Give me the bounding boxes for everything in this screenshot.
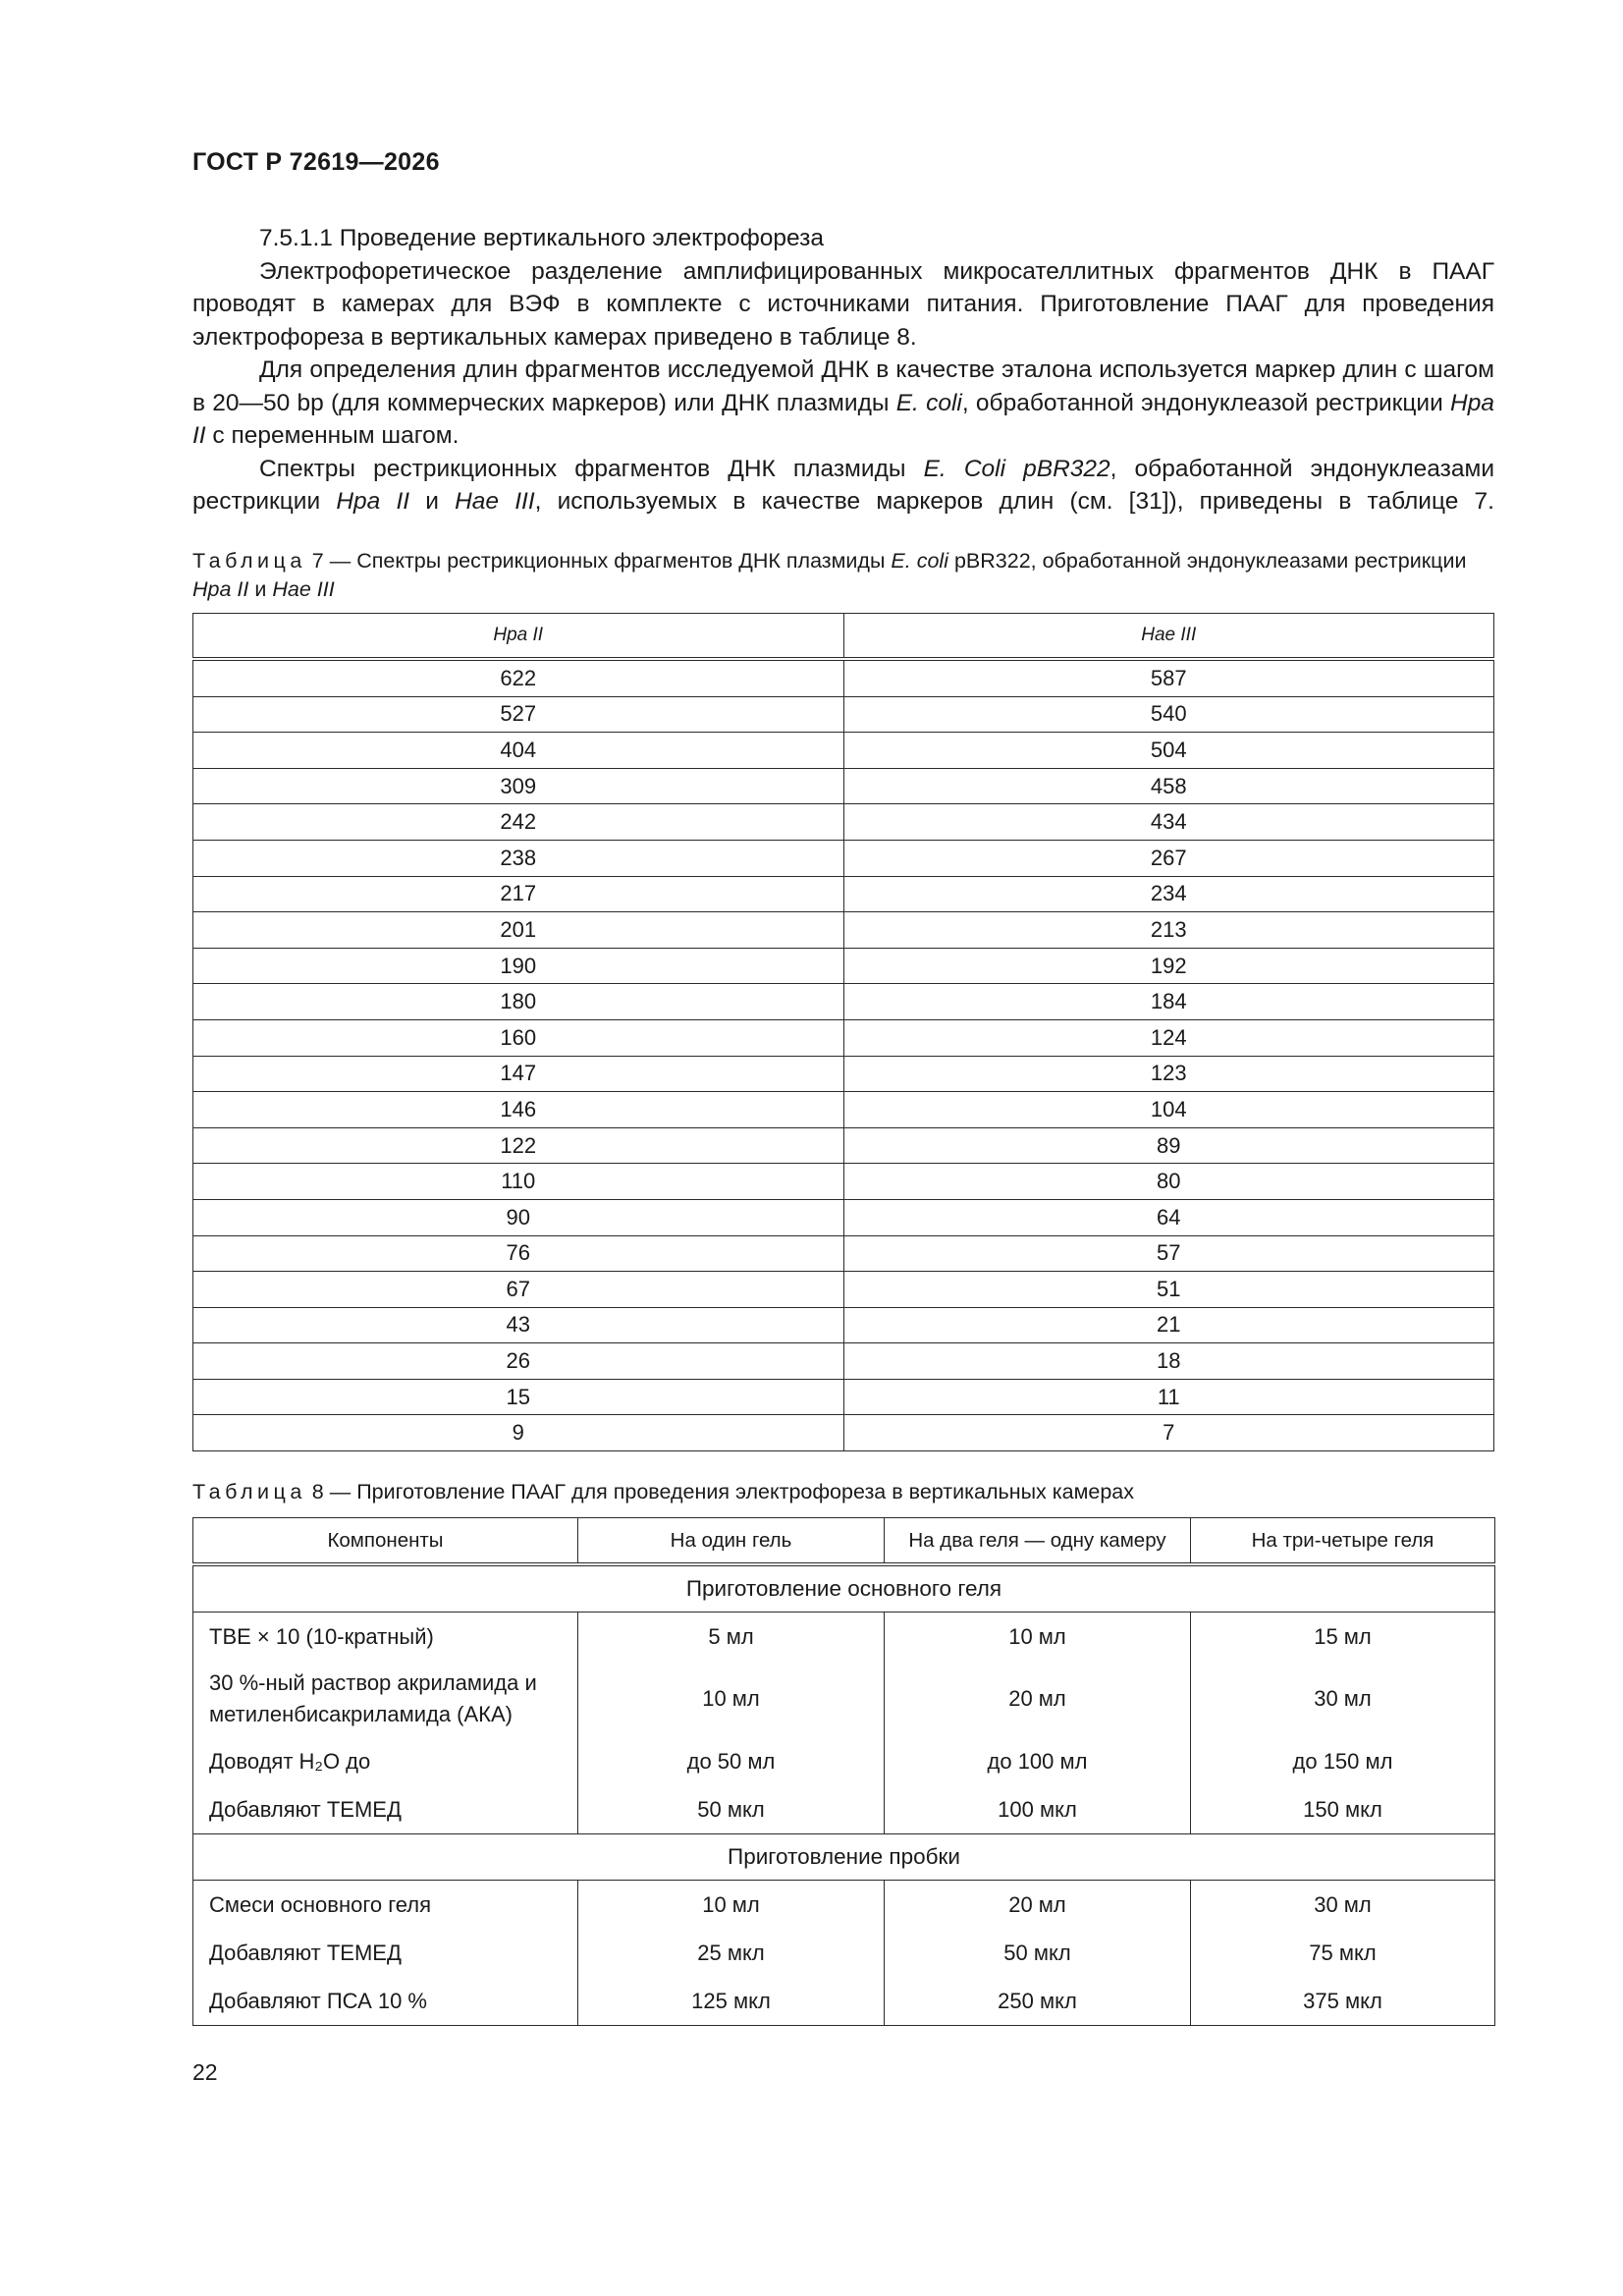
hae-fragment-cell: 234 [843,876,1494,912]
table7-header-hpa: Hpa II [193,614,844,660]
component-name-cell: Доводят H₂O до [193,1737,578,1785]
hae-fragment-cell: 504 [843,733,1494,769]
hae-fragment-cell: 540 [843,696,1494,733]
table-row [193,696,1494,733]
table-row [193,1199,1494,1235]
table-row [193,912,1494,949]
hpa-fragment-cell: 160 [193,1019,844,1056]
section-plug [193,1834,1495,1881]
hae-fragment-cell: 123 [843,1056,1494,1092]
table8-header-two-gels: На два геля — одну камеру [885,1518,1191,1565]
table8-header-row [193,1518,1495,1565]
table7-header-row [193,614,1494,660]
hpa-fragment-cell: 122 [193,1127,844,1164]
hae-fragment-cell: 192 [843,948,1494,984]
table-row [193,1307,1494,1343]
amount-cell: 375 мкл [1191,1977,1495,2026]
section-body [192,222,1494,519]
hpa-fragment-cell: 404 [193,733,844,769]
table-row [193,876,1494,912]
hae-fragment-cell: 124 [843,1019,1494,1056]
table8-caption: Таблица 8 — Приготовление ПААГ для проведения электрофореза в вертикальных камерах [192,1480,1134,1503]
amount-cell: 50 мкл [885,1929,1191,1977]
table-row [193,1415,1494,1451]
table8-header-three-four-gels: На три-четыре геля [1191,1518,1495,1565]
component-name-cell: TBE × 10 (10-кратный) [193,1613,578,1662]
hpa-fragment-cell: 217 [193,876,844,912]
amount-cell: 15 мл [1191,1613,1495,1662]
amount-cell: 10 мл [578,1661,885,1737]
hae-fragment-cell: 7 [843,1415,1494,1451]
table-row [193,1056,1494,1092]
hae-fragment-cell: 104 [843,1092,1494,1128]
hae-fragment-cell: 587 [843,659,1494,696]
amount-cell: 30 мл [1191,1881,1495,1930]
section-main-gel [193,1564,1495,1613]
hpa-fragment-cell: 9 [193,1415,844,1451]
table-row [193,733,1494,769]
component-name-cell: Смеси основного геля [193,1881,578,1930]
document-header: ГОСТ Р 72619—2026 [192,148,440,176]
table7 [192,613,1494,1451]
amount-cell: до 150 мл [1191,1737,1495,1785]
hae-fragment-cell: 64 [843,1199,1494,1235]
hae-fragment-cell: 184 [843,984,1494,1020]
amount-cell: 10 мл [578,1881,885,1930]
table-row [193,1881,1495,1930]
table-row [193,1661,1495,1737]
amount-cell: 125 мкл [578,1977,885,2026]
table-row [193,1379,1494,1415]
table-row [193,804,1494,841]
table-row [193,1613,1495,1662]
hae-fragment-cell: 213 [843,912,1494,949]
table-row [193,659,1494,696]
table7-caption: Таблица 7 — Спектры рестрикционных фрагментов ДНК плазмиды E. coli pBR322, обработанной эндонуклеазами рестрикции Hpa II и Hae III [192,549,1467,601]
hae-fragment-cell: 51 [843,1272,1494,1308]
paragraph-2: Для определения длин фрагментов исследуемой ДНК в качестве эталона используется маркер длин с шагом в 20—50 bp (для коммерческих маркеров) или ДНК плазмиды E. coli, обработанной эндонуклеазой рестрикции Hpa II с переменным шагом. [192,356,1494,449]
hpa-fragment-cell: 26 [193,1343,844,1380]
hpa-fragment-cell: 43 [193,1307,844,1343]
amount-cell: 75 мкл [1191,1929,1495,1977]
table7-body [193,659,1494,1451]
amount-cell: до 100 мл [885,1737,1191,1785]
hpa-fragment-cell: 146 [193,1092,844,1128]
hpa-fragment-cell: 110 [193,1164,844,1200]
component-name-cell: Добавляют ТЕМЕД [193,1785,578,1834]
hae-fragment-cell: 21 [843,1307,1494,1343]
table-row [193,768,1494,804]
page-number: 22 [192,2059,218,2085]
hae-fragment-cell: 89 [843,1127,1494,1164]
amount-cell: до 50 мл [578,1737,885,1785]
table8-header-components: Компоненты [193,1518,578,1565]
table8-header-one-gel: На один гель [578,1518,885,1565]
paragraph-1: Электрофоретическое разделение амплифицированных микросателлитных фрагментов ДНК в ПААГ проводят в камерах для ВЭФ в комплекте с источниками питания. Приготовление ПААГ для проведения электрофореза в вертикальных камерах приведено в таблице 8. [192,257,1494,351]
amount-cell: 20 мл [885,1881,1191,1930]
hpa-fragment-cell: 622 [193,659,844,696]
amount-cell: 30 мл [1191,1661,1495,1737]
hpa-fragment-cell: 309 [193,768,844,804]
table-row [193,1929,1495,1977]
hpa-fragment-cell: 180 [193,984,844,1020]
table-row [193,1737,1495,1785]
hpa-fragment-cell: 201 [193,912,844,949]
hpa-fragment-cell: 238 [193,840,844,876]
table-row [193,984,1494,1020]
hae-fragment-cell: 11 [843,1379,1494,1415]
hae-fragment-cell: 80 [843,1164,1494,1200]
hpa-fragment-cell: 67 [193,1272,844,1308]
amount-cell: 20 мл [885,1661,1191,1737]
amount-cell: 50 мкл [578,1785,885,1834]
hpa-fragment-cell: 90 [193,1199,844,1235]
section-plug-label: Приготовление пробки [193,1834,1495,1881]
section-heading: 7.5.1.1 Проведение вертикального электрофореза [259,225,824,251]
hae-fragment-cell: 434 [843,804,1494,841]
hae-fragment-cell: 57 [843,1235,1494,1272]
hpa-fragment-cell: 527 [193,696,844,733]
table-row [193,1092,1494,1128]
table-row [193,1343,1494,1380]
table-row [193,1785,1495,1834]
component-name-cell: 30 %-ный раствор акриламида и метиленбисакриламида (АКА) [193,1661,578,1737]
amount-cell: 100 мкл [885,1785,1191,1834]
hpa-fragment-cell: 76 [193,1235,844,1272]
table-row [193,1272,1494,1308]
table-row [193,840,1494,876]
amount-cell: 250 мкл [885,1977,1191,2026]
hae-fragment-cell: 267 [843,840,1494,876]
table-row [193,1127,1494,1164]
amount-cell: 25 мкл [578,1929,885,1977]
table-row [193,1977,1495,2026]
hpa-fragment-cell: 242 [193,804,844,841]
table-row [193,1019,1494,1056]
amount-cell: 150 мкл [1191,1785,1495,1834]
paragraph-3: Спектры рестрикционных фрагментов ДНК плазмиды E. Coli pBR322, обработанной эндонуклеазами рестрикции Hpa II и Hae III, используемых в качестве маркеров длин (см. [31]), приведены в таблице 7. [192,455,1495,515]
amount-cell: 10 мл [885,1613,1191,1662]
table7-header-hae: Hae III [843,614,1494,660]
component-name-cell: Добавляют ТЕМЕД [193,1929,578,1977]
table8 [192,1517,1495,2026]
section-main-gel-label: Приготовление основного геля [193,1564,1495,1613]
table-row [193,948,1494,984]
hpa-fragment-cell: 190 [193,948,844,984]
table-row [193,1164,1494,1200]
component-name-cell: Добавляют ПСА 10 % [193,1977,578,2026]
table8-body [193,1564,1495,2026]
hpa-fragment-cell: 15 [193,1379,844,1415]
table-row [193,1235,1494,1272]
hae-fragment-cell: 458 [843,768,1494,804]
hae-fragment-cell: 18 [843,1343,1494,1380]
amount-cell: 5 мл [578,1613,885,1662]
hpa-fragment-cell: 147 [193,1056,844,1092]
